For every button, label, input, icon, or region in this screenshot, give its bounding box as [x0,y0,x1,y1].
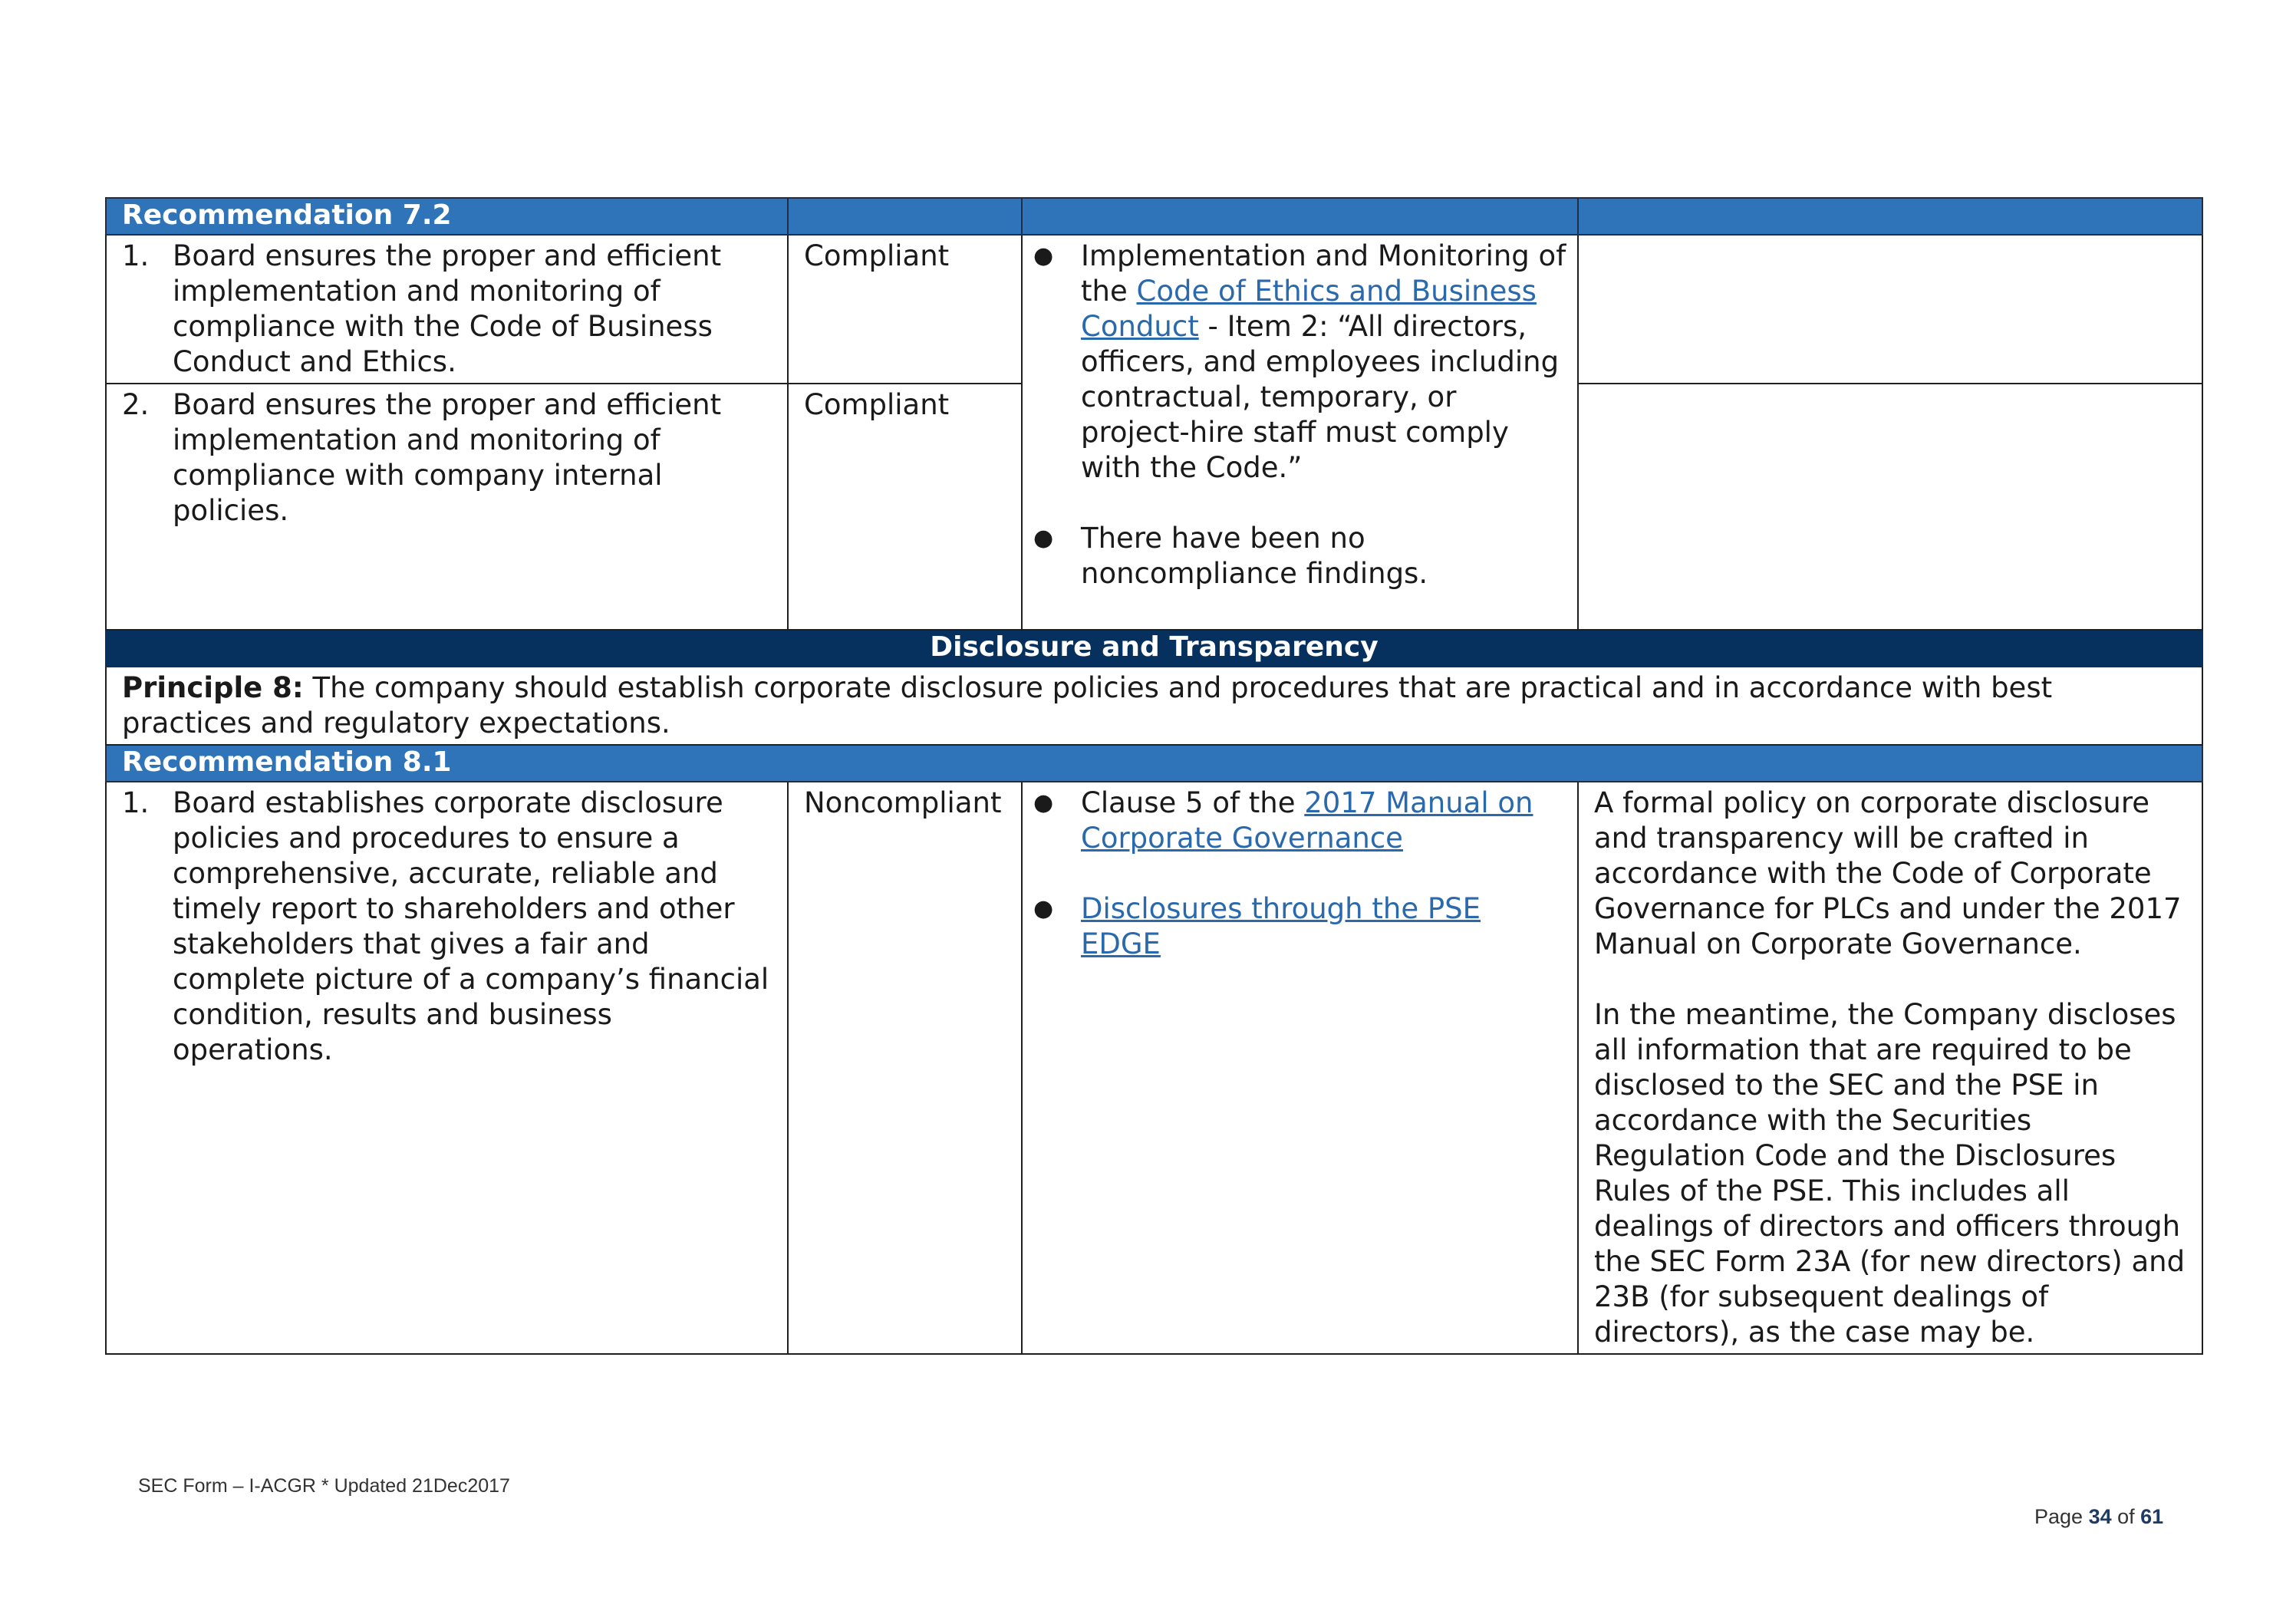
page-of: of [2111,1505,2141,1528]
bullet-icon: ● [1033,525,1054,552]
principle-text-block [107,667,2202,744]
principle-cell [106,667,2202,745]
bullet-icon: ● [1033,242,1054,269]
explanation-prefix: Clause 5 of the [1081,786,1305,819]
explanation-text [1081,891,1568,962]
item-number: 1. [122,239,150,272]
recommendation-item-cell [106,384,788,630]
item-text: Board ensures the proper and efficient implementation and monitoring of compliance with the Code of Business Conduct and Ethics. [173,239,722,378]
compliance-status: Noncompliant [804,786,1002,819]
list-item [1033,239,1568,486]
recommendation-item [107,384,787,532]
header-blank-cell [1578,198,2202,235]
remarks-cell [1578,235,2202,384]
list-item [1033,521,1568,591]
explanation-text [1081,239,1568,486]
explanation-list [1023,782,1577,965]
item-number: 1. [122,786,150,819]
header-blank-cell [1022,198,1578,235]
list-item [1033,891,1568,962]
pse-edge-disclosures-link[interactable]: Disclosures through the PSE EDGE [1081,892,1481,960]
footer-form-label: SEC Form – I-ACGR * Updated 21Dec2017 [138,1475,510,1497]
compliance-status: Compliant [804,388,950,421]
table-row [106,782,2202,1354]
compliance-cell [788,235,1022,384]
compliance-cell [788,384,1022,630]
principle-row [106,667,2202,745]
acgr-table-page [105,197,2202,1355]
item-number: 2. [122,388,150,421]
recommendation-7-2-title: Recommendation 7.2 [122,199,452,231]
explanation-cell [1022,782,1578,1354]
header-blank-cell [788,198,1022,235]
compliance-cell [788,782,1022,1354]
explanation-cell [1022,235,1578,630]
item-text: Board ensures the proper and efficient implementation and monitoring of compliance with company internal policies. [173,388,722,527]
explanation-text [1081,786,1568,856]
principle-text: The company should establish corporate disclosure policies and procedures that are practical and in accordance with best practices and regulatory expectations. [122,671,2053,740]
remarks-block [1579,782,2202,1353]
principle-label: Principle 8: [122,671,304,704]
compliance-status: Compliant [804,239,950,272]
manual-corporate-governance-link[interactable]: 2017 Manual on Corporate Governance [1081,786,1533,855]
page-current: 34 [2088,1505,2112,1528]
code-of-ethics-link[interactable]: Code of Ethics and Business Conduct [1081,275,1537,343]
recommendation-8-1-title-cell [106,745,2202,782]
recommendation-item-cell [106,782,788,1354]
section-title: Disclosure and Transparency [106,630,2202,667]
recommendation-item-cell [106,235,788,384]
table-row [106,235,2202,384]
page-prefix: Page [2034,1505,2089,1528]
remarks-paragraph: A formal policy on corporate disclosure and transparency will be crafted in accordance with the Code of Corporate Governance for PLCs and under the 2017 Manual on Corporate Governance. [1594,786,2182,960]
recommendation-7-2-title-cell [106,198,788,235]
list-item [1033,786,1568,856]
recommendation-item [107,782,787,1071]
bullet-icon: ● [1033,789,1054,816]
page-number [2034,1505,2163,1529]
remarks-paragraph: In the meantime, the Company discloses all information that are required to be disclosed to the SEC and the PSE in accordance with the Securities Regulation Code and the Disclosures Rules of the PSE. This includes all dealings of directors and officers through the SEC Form 23A (for new directors) and 23B (for subsequent dealings of directors), as the case may be. [1594,998,2186,1349]
remarks-cell [1578,384,2202,630]
recommendation-8-1-header-row [106,745,2202,782]
explanation-prefix: Implementation and Monitoring of the [1081,239,1566,308]
section-header-row [106,630,2202,667]
explanation-list [1023,236,1577,595]
recommendation-7-2-header-row [106,198,2202,235]
item-text: Board establishes corporate disclosure policies and procedures to ensure a comprehensive, accurate, reliable and timely report to shareholders and other stakeholders that gives a fair and complete picture of a company’s financial condition, results and business operations. [173,786,769,1066]
acgr-table [105,197,2203,1355]
explanation-text: There have been no noncompliance findings. [1081,522,1428,590]
page-total: 61 [2140,1505,2164,1528]
remarks-cell [1578,782,2202,1354]
explanation-suffix: - Item 2: “All directors, officers, and employees including contractual, temporary, or project-hire staff must comply with the Code.” [1081,310,1560,484]
recommendation-8-1-title: Recommendation 8.1 [122,746,452,778]
bullet-icon: ● [1033,895,1054,922]
recommendation-item [107,236,787,383]
